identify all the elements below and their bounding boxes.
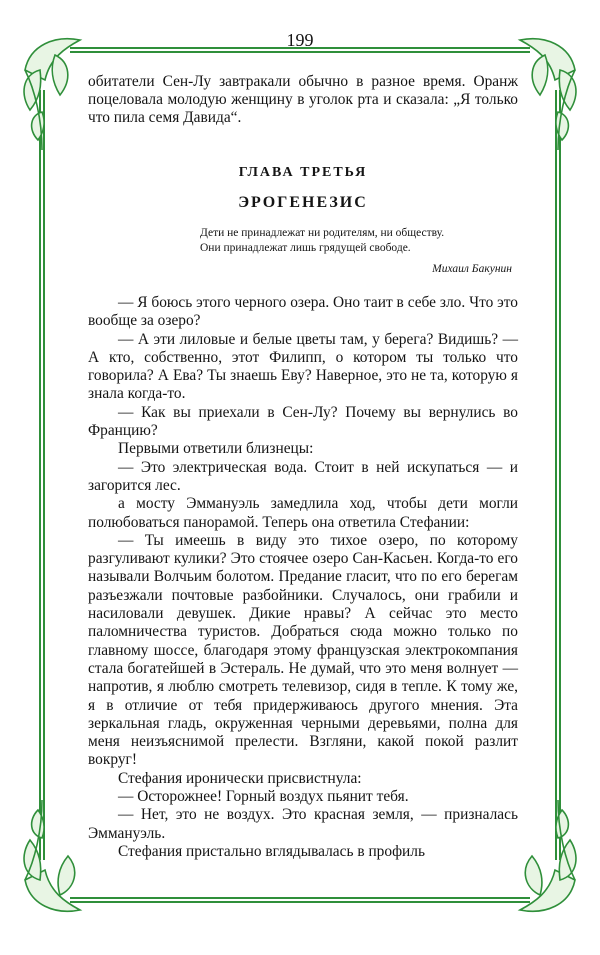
epigraph-line-2: Они принадлежат лишь грядущей свободе.: [200, 242, 411, 254]
paragraph: — Это электрическая вода. Стоит в ней искупаться — и загорится лес.: [88, 458, 518, 494]
paragraph: Стефания пристально вглядывалась в профиль: [118, 842, 425, 860]
paragraph: — Нет, это не воздух. Это красная земля, — призналась Эммануэль.: [88, 806, 518, 842]
corner-leaf-bottom-right: [520, 800, 576, 911]
chapter-label: ГЛАВА ТРЕТЬЯ: [238, 165, 368, 180]
paragraph: — А эти лиловые и белые цветы там, у берега? Видишь? — А кто, собственно, этот Филипп, о котором ты только что говорила? А Ева? Ты знаешь Еву? Наверное, это не та, которую я знала когда-то.: [88, 330, 518, 403]
page-number: 199: [286, 30, 314, 50]
chapter-title: ЭРОГЕНЕЗИС: [238, 194, 368, 211]
intro-paragraph-block: [88, 73, 518, 128]
corner-leaf-top-left: [24, 39, 80, 150]
paragraph: — Я боюсь этого черного озера. Оно таит в себе зло. Что это вообще за озеро?: [88, 294, 518, 330]
corner-leaf-top-right: [520, 39, 576, 150]
intro-paragraph: обитатели Сен-Лу завтракали обычно в разное время. Оранж поцеловала молодую женщину в уголок рта и сказала: „Я только что пила семя Давида“.: [88, 73, 518, 127]
epigraph-line-1: Дети не принадлежат ни родителям, ни обществу.: [200, 227, 445, 239]
epigraph-author: Михаил Бакунин: [432, 263, 512, 275]
paragraph: Стефания иронически присвистнула:: [118, 769, 362, 787]
epigraph: [200, 226, 512, 277]
chapter-body: [88, 294, 518, 861]
paragraph: Первыми ответили близнецы:: [118, 440, 314, 458]
paragraph: а мосту Эммануэль замедлила ход, чтобы дети могли полюбоваться панорамой. Теперь она ответила Стефании:: [88, 495, 518, 531]
paragraph: — Как вы приехали в Сен-Лу? Почему вы вернулись во Францию?: [88, 403, 518, 440]
corner-leaf-bottom-left: [24, 800, 80, 911]
paragraph: — Ты имеешь в виду это тихое озеро, по которому разгуливают кулики? Это стоячее озеро Сан-Касьен. Когда-то его называли Волчьим болотом. Предание гласит, что по его берегам разъезжали почтовые разбойники. Случалось, они грабили и насиловали девушек. Дикие нравы? А сейчас это место паломничества туристов. Добраться сюда можно только по главному шоссе, благодаря этому французская электрокомпания стала богатейшей в Эстераль. Не думай, что это меня волнует — напротив, я люблю смотреть телевизор, сидя в тепле. К тому же, я в отличие от тебя придерживаюсь другого мнения. Эта зеркальная гладь, окруженная черными деревьями, полна для меня неизъяснимой прелести. Взгляни, какой покой разлит вокруг!: [88, 531, 518, 769]
paragraph: — Осторожнее! Горный воздух пьянит тебя.: [118, 788, 409, 806]
